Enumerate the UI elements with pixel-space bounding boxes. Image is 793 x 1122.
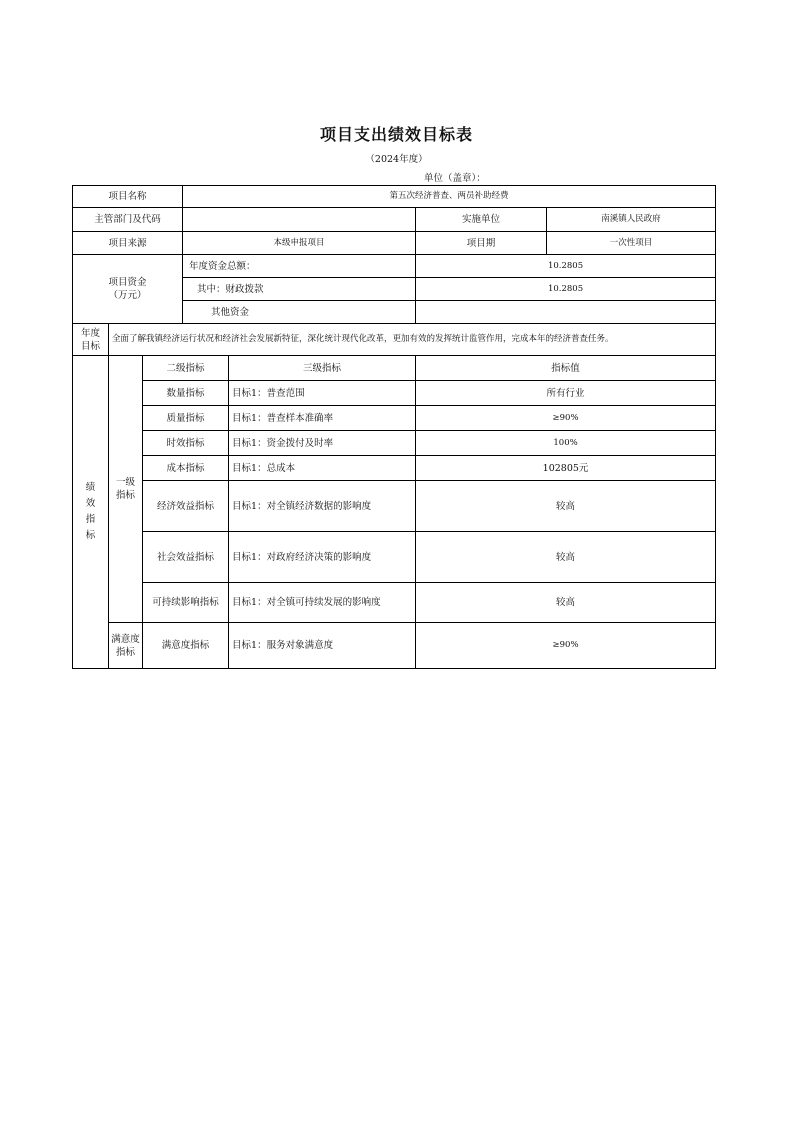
table-row [73, 532, 716, 583]
level3-cell: 目标1：普查范围 [229, 381, 416, 406]
table-row [73, 583, 716, 623]
perf-label-char: 绩 [85, 482, 96, 493]
level3-cell: 目标1：服务对象满意度 [229, 623, 416, 669]
level3-cell: 目标1：对全镇经济数据的影响度 [229, 481, 416, 532]
funds-total-row [73, 255, 716, 278]
perf-label-char: 效 [85, 498, 96, 509]
value-cell: ≥90% [416, 406, 716, 431]
indicator-header-row [73, 356, 716, 381]
level2-cell: 数量指标 [143, 381, 229, 406]
level3-cell: 目标1：对政府经济决策的影响度 [229, 532, 416, 583]
project-name-label: 项目名称 [73, 186, 183, 208]
header-level2: 二级指标 [143, 356, 229, 381]
funds-label-line2: （万元） [108, 290, 147, 301]
project-name-value: 第五次经济普查、两员补助经费 [183, 186, 716, 208]
table-row [73, 381, 716, 406]
table-row [73, 406, 716, 431]
project-name-row [73, 186, 716, 208]
table-row [73, 431, 716, 456]
source-label: 项目来源 [73, 232, 183, 255]
dept-row [73, 208, 716, 232]
level3-cell: 目标1：普查样本准确率 [229, 406, 416, 431]
unit-label: 单位（盖章）： [424, 173, 486, 184]
dept-label: 主管部门及代码 [73, 208, 183, 232]
level2-cell: 满意度指标 [143, 623, 229, 669]
funds-other-label: 其他资金 [183, 301, 416, 324]
table-row [73, 481, 716, 532]
funds-label [73, 255, 183, 324]
annual-goal-label-line2: 目标 [80, 340, 100, 352]
funds-other-value [416, 301, 716, 324]
funds-fiscal-label: 其中：财政拨款 [183, 278, 416, 301]
level1-label [109, 356, 143, 623]
period-label: 项目期 [416, 232, 547, 255]
value-cell: 100% [416, 431, 716, 456]
funds-label-line1: 项目资金 [108, 277, 147, 288]
perf-indicator-label [73, 356, 109, 669]
level2-cell: 社会效益指标 [143, 532, 229, 583]
level2-cell: 可持续影响指标 [143, 583, 229, 623]
value-cell: 102805元 [416, 456, 716, 481]
value-cell: 较高 [416, 532, 716, 583]
annual-goal-row [73, 324, 716, 356]
impl-unit-value: 南溪镇人民政府 [547, 208, 716, 232]
satisfaction-label [109, 623, 143, 669]
performance-table [72, 185, 716, 669]
period-value: 一次性项目 [547, 232, 716, 255]
annual-goal-label-line1: 年度 [80, 327, 100, 339]
level2-cell: 成本指标 [143, 456, 229, 481]
source-value: 本级申报项目 [183, 232, 416, 255]
value-cell: ≥90% [416, 623, 716, 669]
annual-goal-label [73, 324, 109, 356]
level2-cell: 质量指标 [143, 406, 229, 431]
perf-label-char: 标 [85, 530, 96, 541]
perf-label-char: 指 [85, 514, 96, 525]
value-cell: 较高 [416, 481, 716, 532]
source-row [73, 232, 716, 255]
level2-cell: 时效指标 [143, 431, 229, 456]
level1-label-line2: 指标 [115, 490, 135, 501]
level1-label-line1: 一级 [115, 477, 135, 488]
year-label: （2024年度） [365, 154, 428, 165]
satisfaction-label-line1: 满意度 [111, 633, 140, 645]
annual-goal-text: 全面了解我镇经济运行状况和经济社会发展新特征，深化统计现代化改革，更加有效的发挥统计监管作用，完成本年的经济普查任务。 [109, 324, 716, 356]
value-cell: 较高 [416, 583, 716, 623]
satisfaction-row [73, 623, 716, 669]
level2-cell: 经济效益指标 [143, 481, 229, 532]
level3-cell: 目标1：对全镇可持续发展的影响度 [229, 583, 416, 623]
funds-total-label: 年度资金总额： [183, 255, 416, 278]
page-title: 项目支出绩效目标表 [319, 125, 473, 144]
dept-value [183, 208, 416, 232]
funds-total-value: 10.2805 [416, 255, 716, 278]
table-row [73, 456, 716, 481]
header-level3: 三级指标 [229, 356, 416, 381]
level3-cell: 目标1：资金拨付及时率 [229, 431, 416, 456]
funds-fiscal-value: 10.2805 [416, 278, 716, 301]
satisfaction-label-line2: 指标 [115, 646, 135, 658]
level3-cell: 目标1：总成本 [229, 456, 416, 481]
impl-unit-label: 实施单位 [416, 208, 547, 232]
header-value: 指标值 [416, 356, 716, 381]
value-cell: 所有行业 [416, 381, 716, 406]
